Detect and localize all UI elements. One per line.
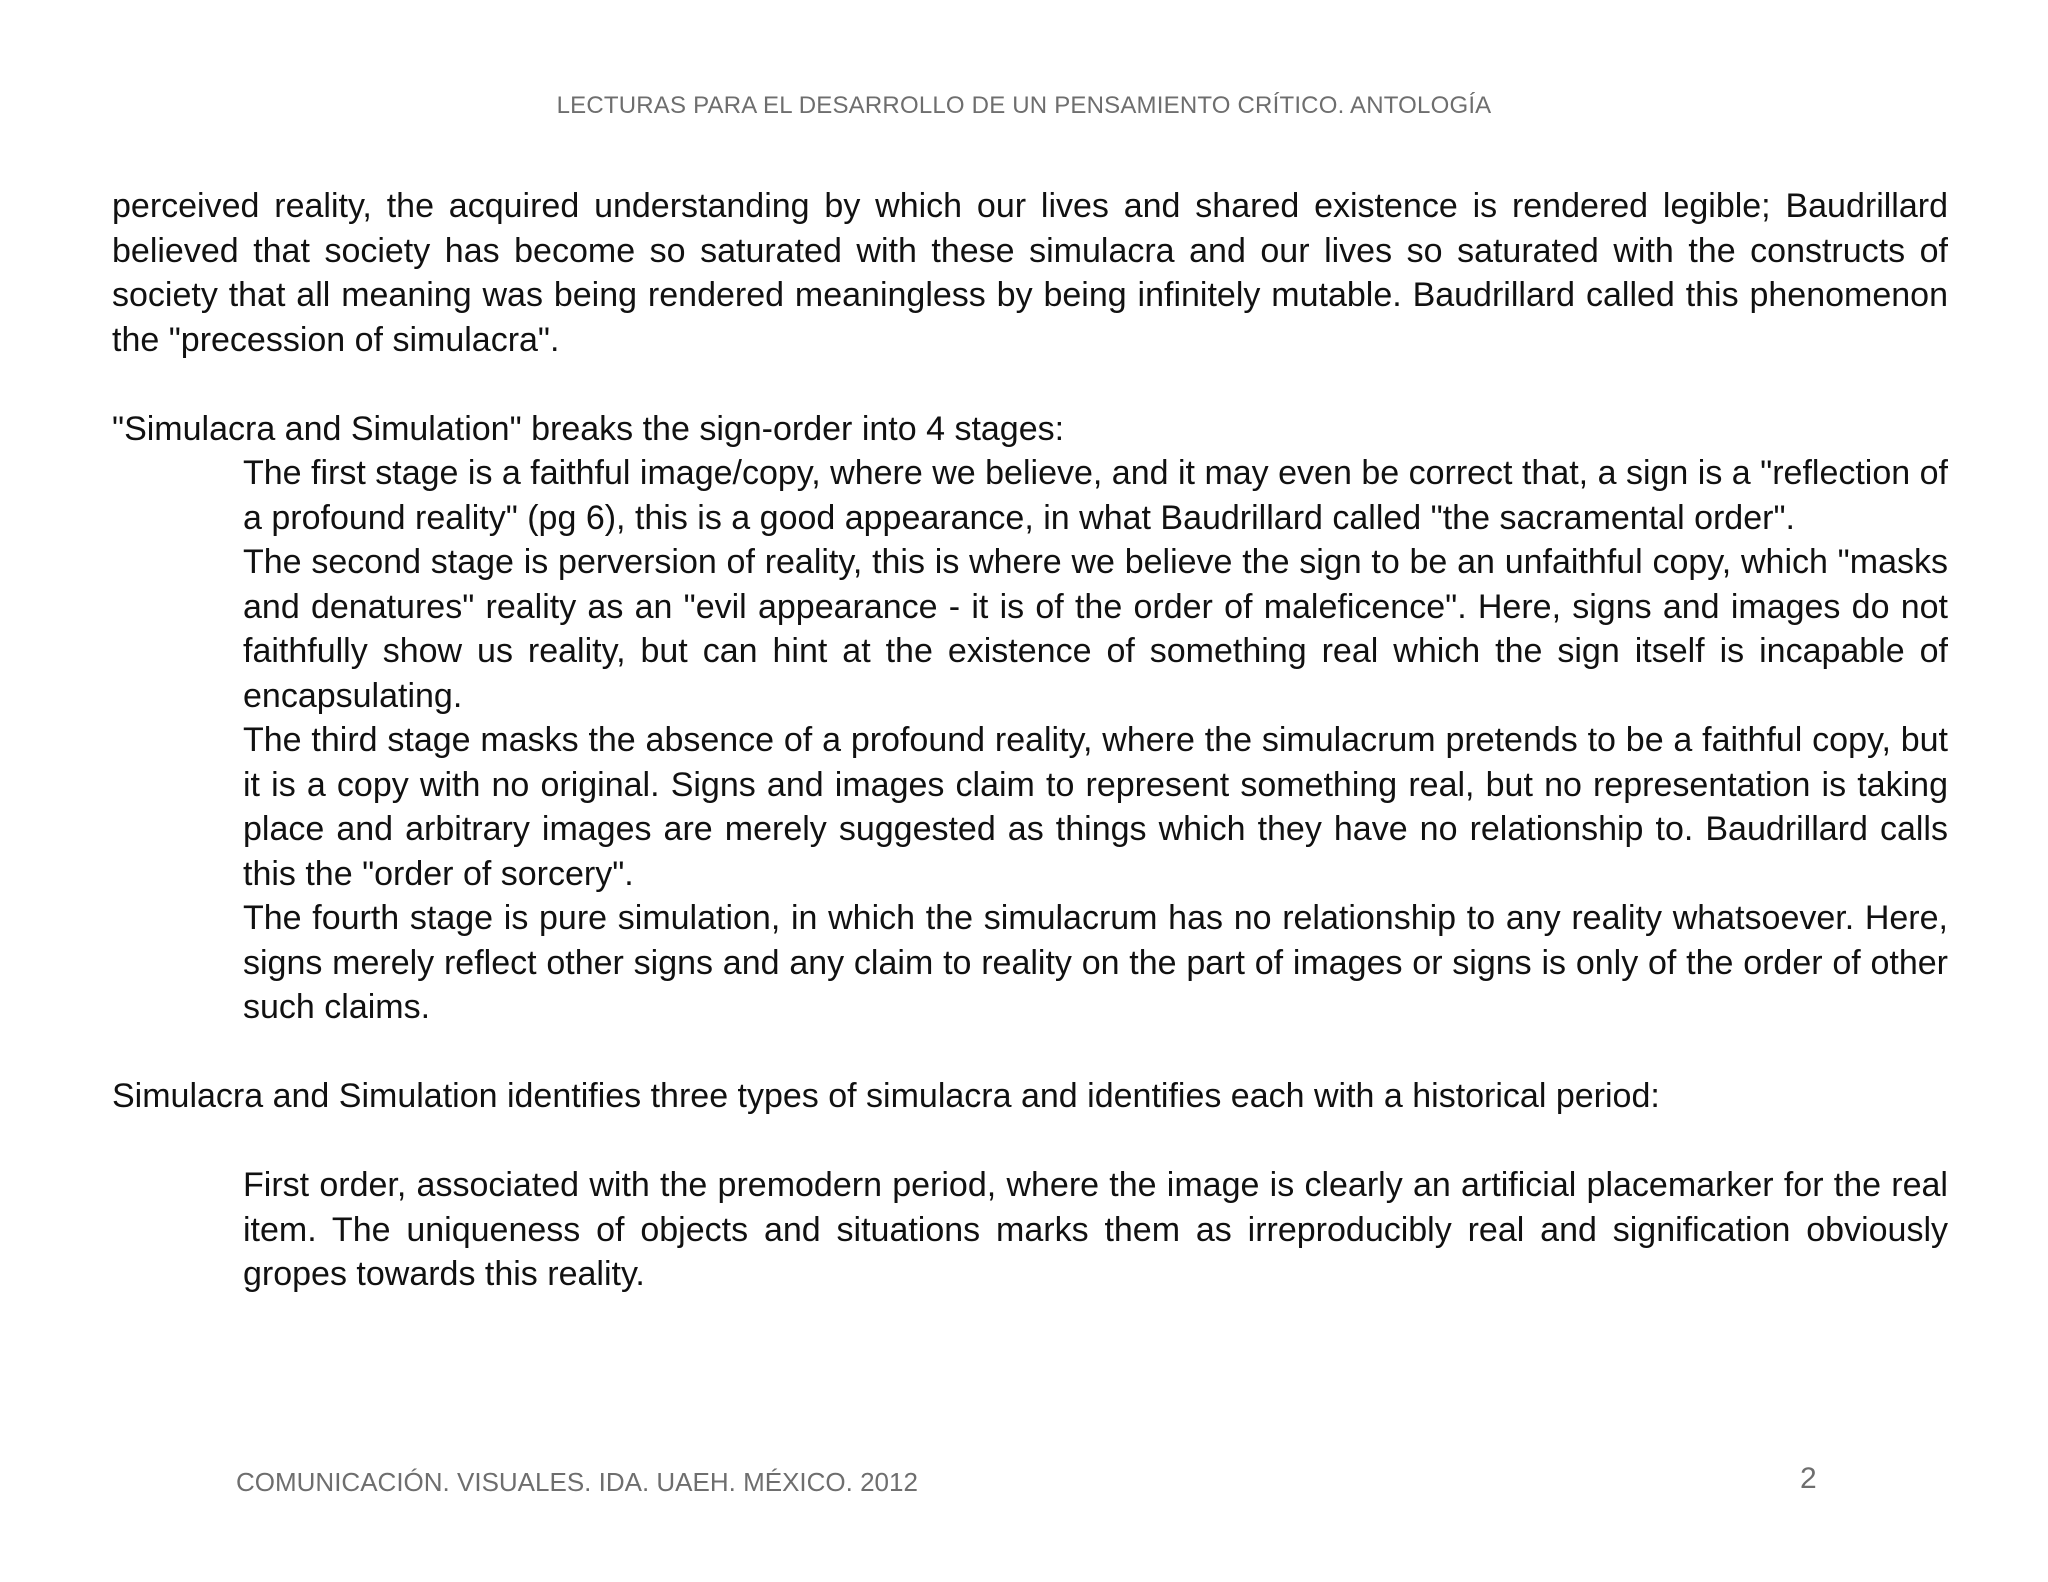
page-body [112,184,1948,1297]
stage-item-1: The first stage is a faithful image/copy, where we believe, and it may even be correct that, a sign is a "reflection of a profound reality" (pg 6), this is a good appearance, in what Baudrillard called "the sacramental order". [243,454,1948,537]
stage-item-3: The third stage masks the absence of a profound reality, where the simulacrum pretends to be a faithful copy, but it is a copy with no original. Signs and images claim to represent something real, but no representation is taking place and arbitrary images are merely suggested as things which they have no relationship to. Baudrillard calls this the "order of sorcery". [243,721,1948,893]
first-order-paragraph: First order, associated with the premodern period, where the image is clearly an artificial placemarker for the real item. The uniqueness of objects and situations marks them as irreproducibly real and signification obviously gropes towards this reality. [243,1166,1948,1293]
paragraph-spacer [112,362,1948,407]
intro-paragraph: perceived reality, the acquired understanding by which our lives and shared existence is rendered legible; Baudrillard believed that society has become so saturated with these simulacra and our lives so saturated with the constructs of society that all meaning was being rendered meaningless by being infinitely mutable. Baudrillard called this phenomenon the "precession of simulacra". [112,187,1948,359]
paragraph-spacer [112,1119,1948,1164]
types-heading: Simulacra and Simulation identifies three types of simulacra and identifies each with a historical period: [112,1077,1660,1115]
footer-credit: COMUNICACIÓN. VISUALES. IDA. UAEH. MÉXICO. 2012 [236,1467,918,1497]
stage-item-4: The fourth stage is pure simulation, in which the simulacrum has no relationship to any reality whatsoever. Here, signs merely reflect other signs and any claim to reality on the part of images or signs is only of the order of other such claims. [243,899,1948,1026]
stages-heading: "Simulacra and Simulation" breaks the sign-order into 4 stages: [112,409,1065,448]
running-header: LECTURAS PARA EL DESARROLLO DE UN PENSAMIENTO CRÍTICO. ANTOLOGÍA [556,92,1492,119]
page-number: 2 [1800,1462,1817,1495]
stage-item-2: The second stage is perversion of reality, this is where we believe the sign to be an unfaithful copy, which "masks and denatures" reality as an "evil appearance - it is of the order of maleficence". Here, signs and images do not faithfully show us reality, but can hint at the existence of something real which the sign itself is incapable of encapsulating. [243,543,1948,715]
paragraph-spacer [112,1030,1948,1075]
